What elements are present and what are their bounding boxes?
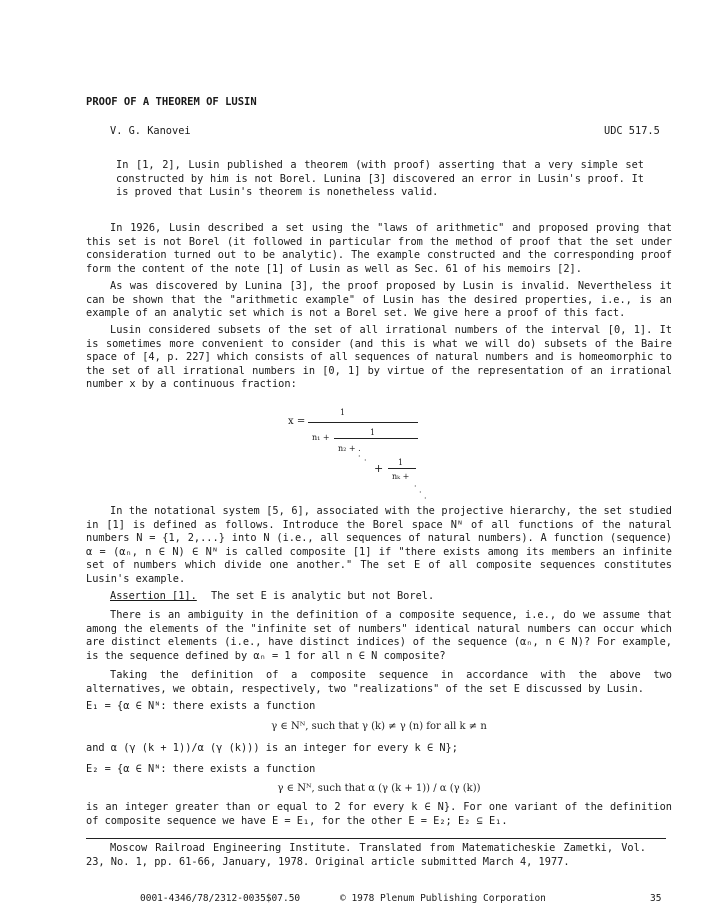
- assertion: [110, 590, 434, 604]
- fraction-num-2: 1: [370, 428, 376, 437]
- assertion-label: Assertion [1].: [110, 590, 197, 602]
- fraction-lhs: x =: [288, 416, 306, 427]
- abstract: In [1, 2], Lusin published a theorem (with proof) asserting that a very simple set constructed by him is not Borel. Lunina [3] discovered an error in Lusin's proof. It is proved that Lusin's theorem is nonetheless valid.: [116, 159, 644, 199]
- fraction-den-1: n₁ +: [312, 433, 330, 442]
- paragraph-1: In 1926, Lusin described a set using the "laws of arithmetic" and proposed proving that this set is not Borel (it followed in particular from the method of proof that the set under consideration turned out to be analytic). The example constructed and the corresponding proof form the content of the note [1] of Lusin as well as Sec. 61 of his memoirs [2].: [86, 222, 672, 275]
- paragraph-7: is an integer greater than or equal to 2 for every k ∈ N}. For one variant of the definition of composite sequence we have E = E₁, for the other E = E₂; E₂ ⊆ E₁.: [86, 801, 672, 827]
- paragraph-5: There is an ambiguity in the definition of a composite sequence, i.e., do we assume that among the elements of the "infinite set of numbers" identical natural numbers can occur which are distinct elements (i.e., have distinct indices) of the sequence (αₙ, n ∈ N)? For example, is the sequence defined by αₙ = 1 for all n ∈ N composite?: [86, 609, 672, 662]
- udc-code: UDC 517.5: [604, 125, 660, 137]
- paragraph-6: Taking the definition of a composite sequence in accordance with the above two alternatives, we obtain, respectively, two "realizations" of the set E discussed by Lusin.: [86, 669, 672, 695]
- fraction-num-1: 1: [340, 408, 346, 417]
- set-e1-head: E₁ = {α ∈ Nᴺ: there exists a function: [86, 700, 316, 712]
- footnote-rule: [86, 838, 666, 839]
- fraction-bar-3: [388, 468, 416, 469]
- fraction-dots-2: ·: [364, 456, 367, 465]
- set-e1-tail: and α (γ (k + 1))/α (γ (k))) is an integer for every k ∈ N};: [86, 742, 458, 754]
- paragraph-2: As was discovered by Lunina [3], the proof proposed by Lusin is invalid. Nevertheless it can be shown that the "arithmetic example" of Lusin has the desired properties, i.e., is an example of an analytic set which is not a Borel set. We give here a proof of this fact.: [86, 280, 672, 320]
- paragraph-3: Lusin considered subsets of the set of all irrational numbers of the interval [0, 1]. It is sometimes more convenient to consider (and this is what we will do) subsets of the Baire space of [4, p. 227] which consists of all sequences of natural numbers and is homeomorphic to the set of all irrational numbers in [0, 1] by virtue of the representation of an irrational number x by a continuous fraction:: [86, 324, 672, 391]
- footer-code: 0001-4346/78/2312-0035$07.50: [140, 893, 301, 904]
- fraction-den-2: n₂ + .: [338, 444, 361, 453]
- fraction-den-3: nₖ +: [392, 472, 410, 481]
- set-e2-head: E₂ = {α ∈ Nᴺ: there exists a function: [86, 763, 316, 775]
- paper-title: PROOF OF A THEOREM OF LUSIN: [86, 96, 257, 108]
- fraction-dots-5: ·: [424, 494, 427, 503]
- set-e1-formula: γ ∈ Nᴺ, such that γ (k) ≠ γ (n) for all k ≠ n: [271, 721, 487, 732]
- fraction-bar-2: [334, 438, 418, 439]
- set-e2-formula: γ ∈ Nᴺ, such that α (γ (k + 1)) / α (γ (k)): [277, 783, 481, 794]
- fraction-bar-1: [308, 422, 418, 423]
- footnote: Moscow Railroad Engineering Institute. Translated from Matematicheskie Zametki, Vol. 23, No. 1, pp. 61-66, January, 1978. Original article submitted March 4, 1977.: [86, 842, 646, 868]
- paragraph-4: In the notational system [5, 6], associated with the projective hierarchy, the set studied in [1] is defined as follows. Introduce the Borel space Nᴺ of all functions of the natural numbers N = {1, 2,...} into N (i.e., all sequences of natural numbers). A function (sequence) α = (αₙ, n ∈ N) ∈ Nᴺ is called composite [1] if "there exists among its members an infinite set of numbers which divide one another." The set E of all composite sequences constitutes Lusin's example.: [86, 505, 672, 585]
- fraction-num-3: 1: [398, 458, 404, 467]
- page-number: 35: [650, 893, 662, 904]
- footer-copyright: © 1978 Plenum Publishing Corporation: [340, 893, 546, 904]
- fraction-dots-4: ·: [419, 488, 422, 497]
- fraction-plus: +: [374, 462, 384, 475]
- fraction-dots-3: ·: [414, 482, 417, 491]
- author-name: V. G. Kanovei: [110, 125, 191, 137]
- assertion-text: The set E is analytic but not Borel.: [211, 590, 435, 602]
- fraction-dots-1: ·: [358, 452, 361, 461]
